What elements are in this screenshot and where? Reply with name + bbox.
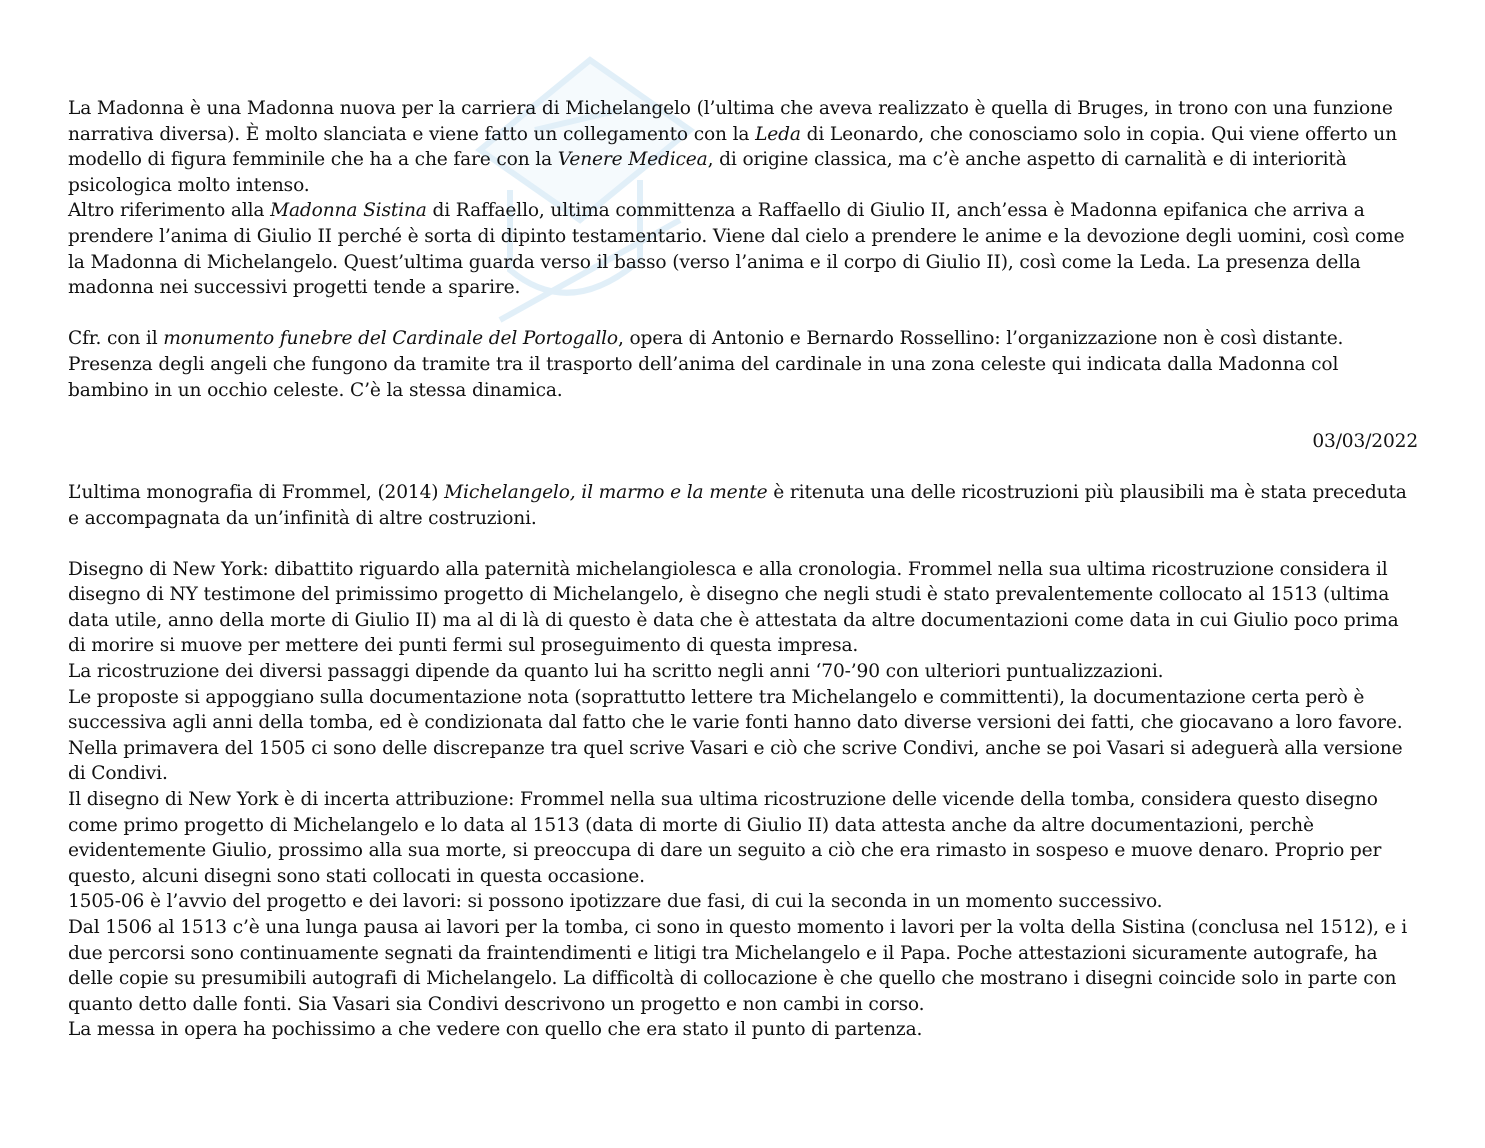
paragraph [68,96,1418,198]
paragraph: Il disegno di New York è di incerta attribuzione: Frommel nella sua ultima ricostruzione delle vicende della tomba, considera questo disegno come primo progetto di Michelangelo e lo data al 1513 (data di morte di Giulio II) data attesta anche da altre documentazioni, perchè evidentemente Giulio, prossimo alla sua morte, si preoccupa di dare un seguito a ciò che era rimasto in sospeso e muove denaro. Proprio per questo, alcuni disegni sono stati collocati in questa occasione. [68,789,1382,887]
italic-title: monumento funebre del Cardinale del Portogallo [163,328,618,350]
text-run: Cfr. con il [68,328,164,350]
paragraph: Disegno di New York: dibattito riguardo alla paternità michelangiolesca e alla cronologia. Frommel nella sua ultima ricostruzione considera il disegno di NY testimone del primissimo progetto di Michelangelo, è disegno che negli studi è stato prevalentemente collocato al 1513 (ultima data utile, anno della morte di Giulio II) ma al di là di questo è data che è attestata da altre documentazioni come data in cui Giulio poco prima di morire si muove per mettere dei punti fermi sul proseguimento di questa impresa. [68,558,1399,657]
text-run: L’ultima monografia di Frommel, (2014) [68,481,445,503]
date-label: 03/03/2022 [1312,430,1418,452]
italic-title: Madonna Sistina [270,200,427,222]
paragraph: Le proposte si appoggiano sulla documentazione nota (soprattutto lettere tra Michelangelo e committenti), la documentazione certa però è successiva agli anni della tomba, ed è condizionata dal fatto che le varie fonti hanno dato diverse versioni dei fatti, che giocavano a loro favore. [68,686,1403,734]
text-run: Altro riferimento alla [68,200,271,222]
italic-title: Venere Medicea [557,149,708,171]
paragraph [68,198,1418,300]
text-run: , opera di Antonio e Bernardo Rossellino: l’organizzazione non è così distante. Presenza degli angeli che fungono da tramite tra il trasporto dell’anima del cardinale in una zona celeste qui indicata dalla Madonna col bambino in un occhio celeste. C’è la stessa dinamica. [68,328,1344,401]
text-run: , di origine classica, ma c’è anche aspetto di carnalità e di interiorità psicologica molto intenso. [68,149,1347,196]
paragraph: 1505-06 è l’avvio del progetto e dei lavori: si possono ipotizzare due fasi, di cui la seconda in un momento successivo. [68,891,1163,913]
paragraph: La ricostruzione dei diversi passaggi dipende da quanto lui ha scritto negli anni ‘70-’90 con ulteriori puntualizzazioni. [68,661,1164,683]
document-body [68,96,1418,1043]
italic-title: Michelangelo, il marmo e la mente [444,481,768,503]
paragraph: Nella primavera del 1505 ci sono delle discrepanze tra quel scrive Vasari e ciò che scrive Condivi, anche se poi Vasari si adeguerà alla versione di Condivi. [68,737,1403,785]
paragraph [68,480,1418,531]
text-run: è ritenuta una delle ricostruzioni più plausibili ma è stata preceduta e accompagnata da un’infinità di altre costruzioni. [68,481,1407,529]
text-run: di Raffaello, ultima committenza a Raffaello di Giulio II, anch’essa è Madonna epifanica che arriva a prendere l’anima di Giulio II perché è sorta di dipinto testamentario. Viene dal cielo a prendere le anime e la devozione degli uomini, così come la Madonna di Michelangelo. Quest’ultima guarda verso il basso (verso l’anima e il corpo di Giulio II), così come la Leda. La presenza della madonna nei successivi progetti tende a sparire. [68,200,1405,299]
paragraph: Dal 1506 al 1513 c’è una lunga pausa ai lavori per la tomba, ci sono in questo momento i lavori per la volta della Sistina (conclusa nel 1512), e i due percorsi sono continuamente segnati da fraintendimenti e litigi tra Michelangelo e il Papa. Poche attestazioni sicuramente autografe, ha delle copie su presumibili autografi di Michelangelo. La difficoltà di collocazione è che quello che mostrano i disegni coincide solo in parte con quanto detto dalle fonti. Sia Vasari sia Condivi descrivono un progetto e non cambi in corso. [68,917,1408,1015]
text-run: di Leonardo, che conosciamo solo in copia. Qui viene offerto un modello di figura femminile che ha a che fare con la [68,123,1397,171]
paragraph: La messa in opera ha pochissimo a che vedere con quello che era stato il punto di partenza. [68,1019,923,1041]
italic-title: Leda [755,123,801,145]
text-run: La Madonna è una Madonna nuova per la carriera di Michelangelo (l’ultima che aveva realizzato è quella di Bruges, in trono con una funzione narrativa diversa). È molto slanciata e viene fatto un collegamento con la [68,98,1393,145]
paragraph [68,326,1418,403]
